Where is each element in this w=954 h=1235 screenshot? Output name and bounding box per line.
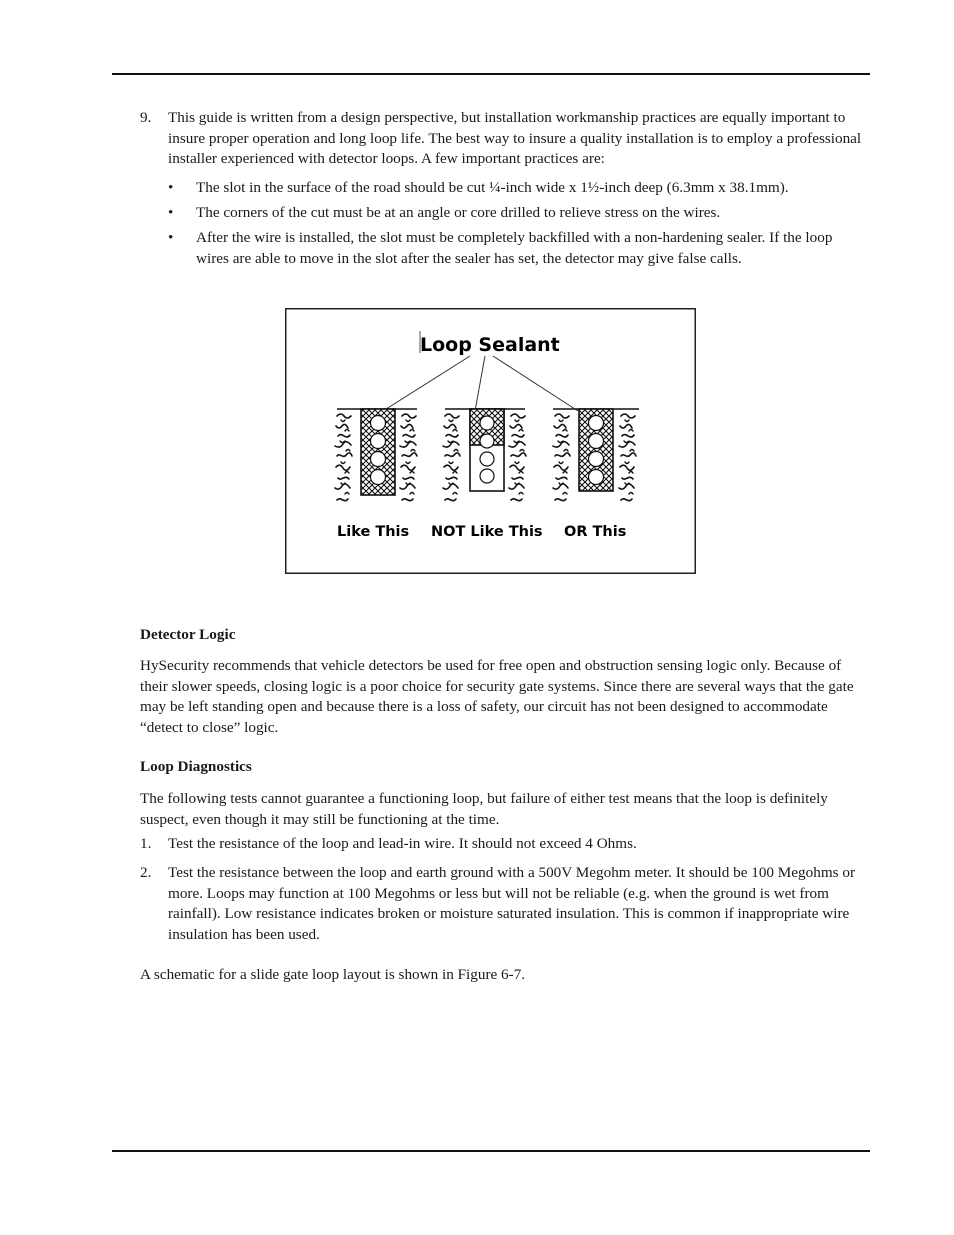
- loop-diagnostics-intro: The following tests cannot guarantee a functioning loop, but failure of either test means that the loop is definitely suspect, even though it may still be functioning at the time.: [140, 790, 828, 828]
- item-9-text: This guide is written from a design perspective, but installation workmanship practices are equally important to insure proper operation and long loop life. The best way to insure a quality installation is to employ a professional installer experienced with detector loops. A few important practices are:: [168, 109, 862, 167]
- loop-diagnostics-heading: Loop Diagnostics: [140, 758, 252, 775]
- label-like-this: Like This: [337, 524, 410, 540]
- bullet-backfill: After the wire is installed, the slot must be completely backfilled with a non-hardening sealer. If the loop wires are able to move in the slot after the sealer has set, the detector may give false calls.: [196, 229, 833, 267]
- header-rule: [112, 73, 870, 75]
- diag-item-2-number: 2.: [140, 864, 152, 881]
- diag-item-1-text: Test the resistance of the loop and lead-in wire. It should not exceed 4 Ohms.: [168, 835, 637, 852]
- diag-item-2-text: Test the resistance between the loop and earth ground with a 500V Megohm meter. It should be 100 Megohms or more. Loops may function at 100 Megohms or less but will not be reliable (e.g. when the ground is wet from rainfall). Low resistance indicates broken or moisture saturated insulation. This is common if inappropriate wire insulation has been used.: [168, 864, 856, 943]
- bullet-symbol: •: [168, 229, 174, 246]
- bullet-symbol: •: [168, 204, 174, 221]
- detector-logic-heading: Detector Logic: [140, 626, 236, 643]
- footer-rule: [112, 1150, 870, 1152]
- diag-item-1-number: 1.: [140, 835, 152, 852]
- item-9-number: 9.: [140, 109, 152, 126]
- bullet-slot-cut: The slot in the surface of the road should be cut ¼-inch wide x 1½-inch deep (6.3mm x 38.1mm).: [196, 179, 789, 196]
- loop-sealant-figure: [285, 308, 696, 574]
- schematic-reference: A schematic for a slide gate loop layout is shown in Figure 6-7.: [140, 966, 526, 983]
- bullet-symbol: •: [168, 179, 174, 196]
- label-or-this: OR This: [564, 524, 627, 540]
- label-not-like-this: NOT Like This: [431, 524, 543, 540]
- figure-title: Loop Sealant: [420, 334, 560, 356]
- detector-logic-text: HySecurity recommends that vehicle detectors be used for free open and obstruction sensing logic only. Because of their slower speeds, closing logic is a poor choice for security gate systems. Since there are several ways that the gate may be left standing open and because there is a loss of safety, our circuit has not been designed to accommodate “detect to close” logic.: [140, 657, 854, 736]
- bullet-corners: The corners of the cut must be at an angle or core drilled to relieve stress on the wires.: [196, 204, 721, 221]
